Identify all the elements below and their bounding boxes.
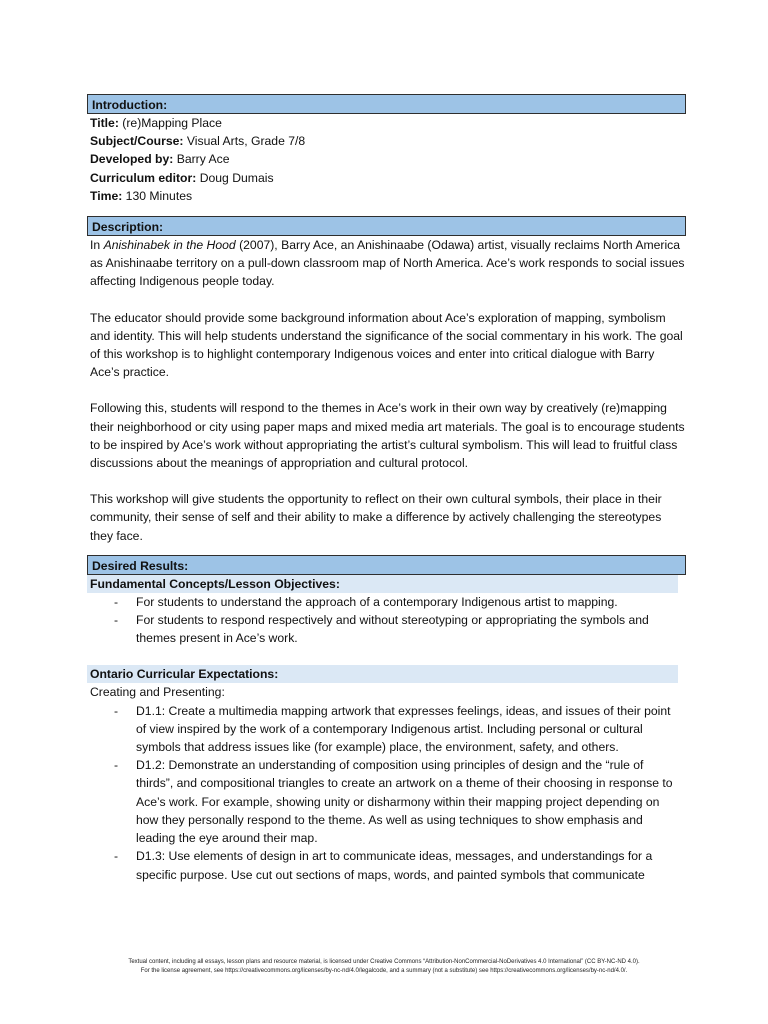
- intro-row: [87, 169, 686, 187]
- license-line-1: Textual content, including all essays, lesson plans and resource material, is licensed under Creative Commons “Attribution-NonCommercial-NoDerivatives 4.0 International” (CC BY-NC-ND 4.0).: [128, 959, 640, 965]
- license-footer: [0, 958, 768, 976]
- objective-item: [87, 593, 686, 611]
- expectation-item: [87, 847, 686, 883]
- expectation-item: [87, 702, 686, 757]
- license-line-2: For the license agreement, see https://creativecommons.org/licenses/by-nc-nd/4.0/legalcode, and a summary (not a substitute) see https://creativecommons.org/licenses/by-nc-nd/4.0/.: [140, 968, 628, 974]
- dash-bullet: -: [114, 849, 119, 864]
- description-paragraph-4: This workshop will give students the opportunity to reflect on their own cultural symbols, their place in their community, their sense of self and their ability to make a difference by actively challenging the stereotypes they face.: [90, 492, 662, 543]
- intro-row-label: Title:: [90, 116, 119, 130]
- expectation-item: [87, 756, 686, 847]
- intro-row-value: Doug Dumais: [196, 170, 274, 185]
- description-header: Description:: [87, 216, 686, 236]
- expectations-heading: Ontario Curricular Expectations:: [87, 665, 678, 683]
- desired-results-header: Desired Results:: [87, 555, 686, 575]
- objectives-list: [87, 593, 686, 648]
- intro-row-label: Subject/Course:: [90, 134, 184, 149]
- dash-bullet: -: [114, 758, 119, 773]
- description-paragraph-3: Following this, students will respond to the themes in Ace’s work in their own way by creatively (re)mapping their neighborhood or city using paper maps and mixed media art materials. The goal is to encourage students to be inspired by Ace’s work without appropriating the artist’s cultural symbolism. This will lead to fruitful class discussions about the meanings of appropriation and cultural protocol.: [90, 401, 685, 471]
- artwork-title: Anishinabek in the Hood: [103, 238, 236, 253]
- concepts-heading: Fundamental Concepts/Lesson Objectives:: [87, 575, 678, 593]
- dash-bullet: -: [114, 703, 119, 718]
- creating-label: Creating and Presenting:: [90, 685, 225, 700]
- intro-row-value: 130 Minutes: [122, 188, 193, 203]
- intro-row-value: Barry Ace: [173, 152, 230, 167]
- intro-row: [87, 150, 686, 168]
- objective-item: [87, 611, 686, 647]
- intro-row-label: Time:: [90, 188, 123, 203]
- intro-row: [87, 187, 686, 205]
- expectation-item-text: D1.2: Demonstrate an understanding of composition using principles of design and the “rule of thirds”, and compositional triangles to create an artwork on a theme of their choosing in response to Ace’s work. For example, showing unity or disharmony within their mapping project depending on how they personally respond to the theme. As well as using techniques to show emphasis and leading the eye around their map.: [136, 758, 673, 846]
- expectation-item-text: D1.3: Use elements of design in art to communicate ideas, messages, and understandings for a specific purpose. Use cut out sections of maps, words, and painted symbols that communicate: [136, 849, 653, 882]
- intro-row: [87, 114, 686, 132]
- objective-item-text: For students to respond respectively and without stereotyping or appropriating the symbols and themes present in Ace’s work.: [136, 613, 649, 646]
- intro-row-value: Visual Arts, Grade 7/8: [183, 134, 306, 149]
- objective-item-text: For students to understand the approach of a contemporary Indigenous artist to mapping.: [136, 594, 618, 609]
- dash-bullet: -: [114, 594, 119, 609]
- intro-row: [87, 132, 686, 150]
- description-paragraph-1: In Anishinabek in the Hood (2007), Barry Ace, an Anishinaabe (Odawa) artist, visually reclaims North America as Anishinaabe territory on a pull-down classroom map of North America. Ace’s work responds to social issues affecting Indigenous people today.: [90, 238, 685, 289]
- expectations-list: [87, 702, 686, 884]
- introduction-details: [87, 114, 686, 205]
- lesson-plan-page: [87, 94, 686, 884]
- intro-row-label: Developed by:: [90, 152, 174, 167]
- dash-bullet: -: [114, 613, 119, 628]
- expectation-item-text: D1.1: Create a multimedia mapping artwork that expresses feelings, ideas, and issues of their point of view inspired by the work of a contemporary Indigenous artist. Including personal or cultural symbols that address issues like (for example) place, the environment, safety, and others.: [136, 703, 671, 755]
- introduction-header: Introduction:: [87, 94, 686, 114]
- intro-row-value: (re)Mapping Place: [118, 116, 222, 130]
- intro-row-label: Curriculum editor:: [90, 170, 197, 185]
- description-paragraph-2: The educator should provide some background information about Ace’s exploration of mapping, symbolism and identity. This will help students understand the significance of the social commentary in his work. The goal of this workshop is to highlight contemporary Indigenous voices and enter into critical dialogue with Barry Ace’s practice.: [90, 310, 683, 380]
